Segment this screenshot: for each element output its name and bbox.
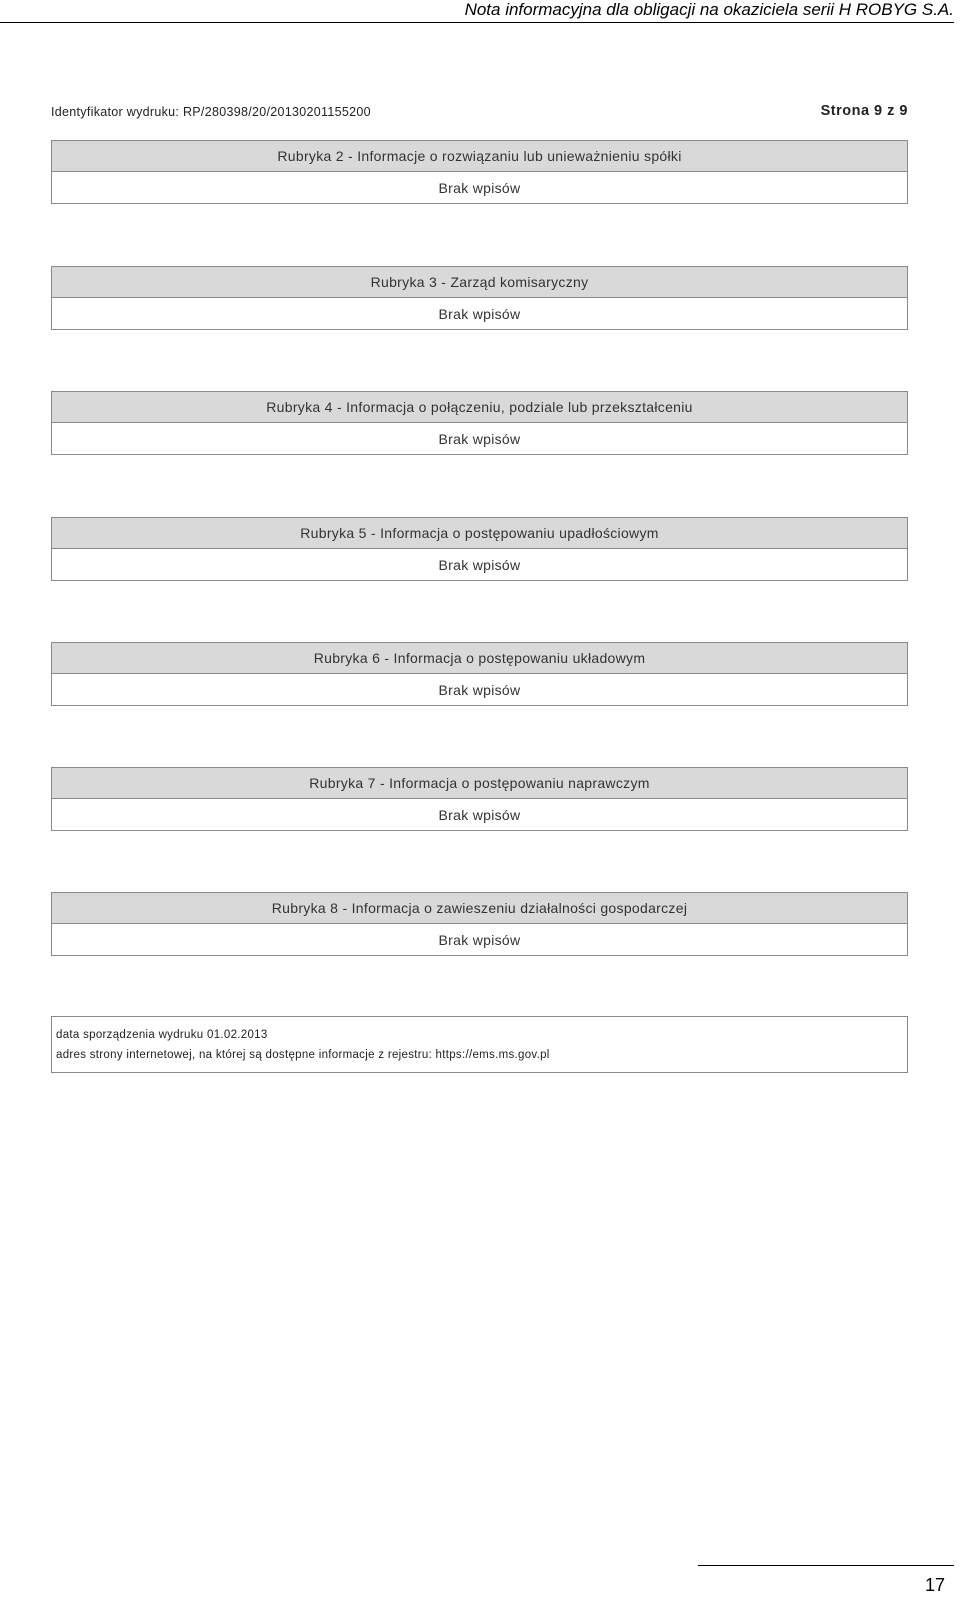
section-rubryka-8 (51, 892, 908, 956)
section-rubryka-3 (51, 266, 908, 330)
section-rubryka-6 (51, 642, 908, 706)
section-title: Rubryka 8 - Informacja o zawieszeniu działalności gospodarczej (52, 893, 907, 924)
print-info-bar (51, 105, 908, 125)
print-identifier: Identyfikator wydruku: RP/280398/20/20130201155200 (51, 105, 371, 119)
section-title: Rubryka 7 - Informacja o postępowaniu naprawczym (52, 768, 907, 799)
document-title: Nota informacyjna dla obligacji na okaziciela serii H ROBYG S.A. (464, 0, 954, 19)
print-footer-box (51, 1016, 908, 1073)
footer-rule (698, 1565, 954, 1566)
section-title: Rubryka 6 - Informacja o postępowaniu układowym (52, 643, 907, 674)
section-value: Brak wpisów (438, 682, 521, 698)
section-value: Brak wpisów (438, 557, 521, 573)
section-value: Brak wpisów (438, 932, 521, 948)
section-rubryka-5 (51, 517, 908, 581)
page-number: 17 (924, 1575, 945, 1595)
section-value: Brak wpisów (438, 180, 521, 196)
section-title: Rubryka 5 - Informacja o postępowaniu upadłościowym (52, 518, 907, 549)
section-rubryka-2 (51, 140, 908, 204)
section-value: Brak wpisów (438, 306, 521, 322)
section-value: Brak wpisów (438, 807, 521, 823)
section-title: Rubryka 4 - Informacja o połączeniu, podziale lub przekształceniu (52, 392, 907, 423)
print-page-label: Strona 9 z 9 (820, 103, 908, 119)
section-title: Rubryka 2 - Informacje o rozwiązaniu lub unieważnieniu spółki (52, 141, 907, 172)
section-rubryka-7 (51, 767, 908, 831)
running-header (0, 0, 954, 23)
register-address-line: adres strony internetowej, na której są dostępne informacje z rejestru: https://ems.ms.gov.pl (56, 1049, 550, 1061)
section-title: Rubryka 3 - Zarząd komisaryczny (52, 267, 907, 298)
print-date-line: data sporządzenia wydruku 01.02.2013 (56, 1029, 268, 1041)
section-value: Brak wpisów (438, 431, 521, 447)
section-rubryka-4 (51, 391, 908, 455)
